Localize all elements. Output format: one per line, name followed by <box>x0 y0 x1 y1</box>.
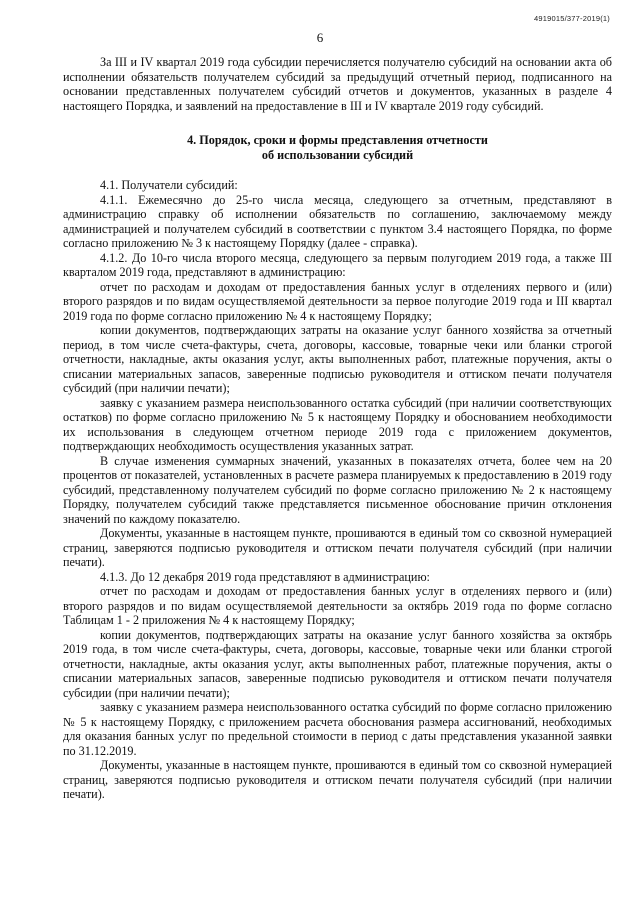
section-heading-line-1: 4. Порядок, сроки и формы представления отчетности <box>187 133 488 147</box>
paragraph-deviation-justification: В случае изменения суммарных значений, указанных в показателях отчета, более чем на 20 процентов от показателей, установленных в расчете размера планируемых к предоставлению в 2019 году субсидий, представленному получателем субсидий по форме согласно приложению № 2 к настоящему Порядку, получателем субсидий также представляется письменное обоснование причин отклонения значений по каждому показателю. <box>63 453 612 526</box>
paragraph-application-remainder: заявку с указанием размера неиспользованного остатка субсидий (при наличии соответствующих остатков) по форме согласно приложению № 5 к настоящему Порядку и обоснованием необходимости их использования в следующем отчетном периоде 2019 года с приложением документов, подтверждающих необходимость осуществления указанных затрат. <box>63 395 612 453</box>
paragraph-report-half-year: отчет по расходам и доходам от предоставления банных услуг в отделениях первого и (или) второго разрядов и по видам осуществляемой деятельности за первое полугодие 2019 года и III квартал 2019 года по форме согласно приложению № 4 к настоящему Порядку; <box>63 279 612 323</box>
section-heading <box>63 133 612 162</box>
paragraph-binding-documents-2: Документы, указанные в настоящем пункте, прошиваются в единый том со сквозной нумерацией страниц, заверяются подписью руководителя и оттиском печати получателя субсидий (при наличии печати). <box>63 758 612 801</box>
paragraph-4-1: 4.1. Получатели субсидий: <box>100 178 238 192</box>
paragraph-document-copies: копии документов, подтверждающих затраты на оказание услуг банного хозяйства за отчетный период, в том числе счета-фактуры, счета, договоры, кассовые, товарные чеки или бланки строгой отчетности, накладные, акты оказания услуг, акты выполненных работ, платежные поручения, акты о списании материальных запасов, заверенные подписью руководителя и оттиском печати получателя субсидий (при наличии печати); <box>63 323 612 395</box>
paragraph-4-1-3: 4.1.3. До 12 декабря 2019 года представляют в администрацию: <box>100 569 430 584</box>
paragraph-document-copies-october: копии документов, подтверждающих затраты на оказание услуг банного хозяйства за октябрь 2019 года, в том числе счета-фактуры, счета, договоры, кассовые, товарные чеки или бланки строгой отчетности, накладные, акты оказания услуг, акты выполненных работ, платежные поручения, акты о списании материальных запасов, заверенные подписью руководителя и оттиском печати получателя субсидии (при наличии печати); <box>63 627 612 700</box>
document-body <box>63 55 612 802</box>
intro-paragraph: За III и IV квартал 2019 года субсидии перечисляется получателю субсидий на основании акта об исполнении обязательств получателем субсидий за предыдущий отчетный период, подписанного на основании представленных получателем субсидий отчетов и документов, указанных в разделе 4 настоящего Порядка, и заявлений на предоставление в III и IV квартале 2019 году субсидий. <box>63 55 612 113</box>
paragraph-4-1-2: 4.1.2. До 10-го числа второго месяца, следующего за первым полугодием 2019 года, а также III кварталом 2019 года, представляют в администрацию: <box>63 250 612 279</box>
paragraph-4-1-1: 4.1.1. Ежемесячно до 25-го числа месяца, следующего за отчетным, представляют в администрацию справку об исполнении обязательств по соглашению, заключаемому между администрацией и получателем субсидий в соответствии с пунктом 3.4 настоящего Порядка, по форме согласно приложению № 3 к настоящему Порядку (далее - справка). <box>63 192 612 250</box>
paragraph-application-remainder-2: заявку с указанием размера неиспользованного остатка субсидий по форме согласно приложению № 5 к настоящему Порядку, с приложением расчета обоснования размера ассигнований, необходимых для оказания банных услуг по предельной стоимости в период с даты представления указанной заявки по 31.12.2019. <box>63 700 612 758</box>
paragraph-binding-documents: Документы, указанные в настоящем пункте, прошиваются в единый том со сквозной нумерацией страниц, заверяются подписью руководителя и оттиском печати получателя субсидий (при наличии печати). <box>63 526 612 569</box>
section-heading-line-2: об использовании субсидий <box>261 147 414 162</box>
document-number: 4919015/377-2019(1) <box>534 14 610 23</box>
paragraph-report-october: отчет по расходам и доходам от предоставления банных услуг в отделениях первого и (или) второго разрядов и по видам осуществляемой деятельности за октябрь 2019 года по форме согласно Таблицам 1 - 2 приложения № 4 к настоящему Порядку; <box>63 584 612 627</box>
page-number: 6 <box>316 30 324 45</box>
